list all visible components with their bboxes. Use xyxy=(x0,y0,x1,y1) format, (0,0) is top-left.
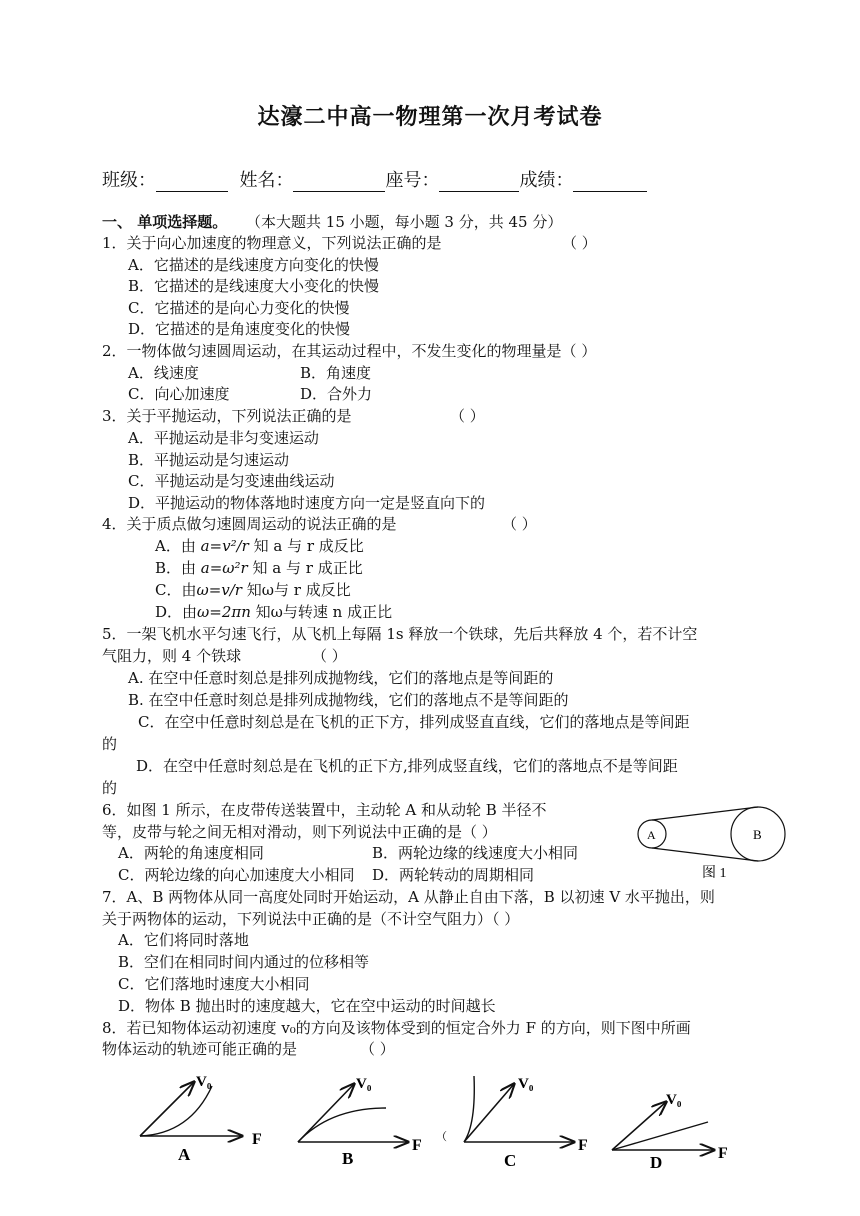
diagram-b-v0-label: V₀ xyxy=(356,1076,372,1092)
diagram-a-v0-label: V₀ xyxy=(196,1074,212,1090)
q5-stem-text: 气阻力，则 4 个铁球 xyxy=(102,647,242,665)
q1-option-b: B．它描述的是线速度大小变化的快慢 xyxy=(128,277,380,295)
q6-stem-line1: 6．如图 1 所示，在皮带传送装置中，主动轮 A 和从动轮 B 半径不 xyxy=(102,801,547,819)
q3-stem-text: 3．关于平抛运动，下列说法正确的是 xyxy=(102,407,352,425)
diagram-b-label: B xyxy=(342,1149,354,1168)
q4-option-b xyxy=(155,558,363,578)
seat-field[interactable] xyxy=(439,173,519,192)
q2-option-b: B．角速度 xyxy=(300,364,372,382)
diagram-a-label: A xyxy=(178,1145,191,1164)
q7-stem-line2: 关于两物体的运动，下列说法中正确的是（不计空气阻力）（ ） xyxy=(102,910,520,928)
q1-option-c: C．它描述的是向心力变化的快慢 xyxy=(128,299,350,317)
q4-c-prefix: C．由 xyxy=(155,581,197,599)
diagram-d-label: D xyxy=(650,1153,663,1172)
q5-option-c: C．在空中任意时刻总是在飞机的正下方，排列成竖直直线，它们的落地点是等间距 xyxy=(138,713,690,731)
q5-answer-paren[interactable]: （ ） xyxy=(312,647,347,665)
figure-1-caption: 图 1 xyxy=(702,866,727,881)
wheel-a-label: A xyxy=(647,828,656,842)
q4-option-d xyxy=(155,602,392,622)
q6-option-b: B．两轮边缘的线速度大小相同 xyxy=(372,844,579,862)
q6-option-c: C．两轮边缘的向心加速度大小相同 xyxy=(118,866,355,884)
q8-stem-line1: 8．若已知物体运动初速度 v₀的方向及该物体受到的恒定合外力 F 的方向，则下图中所画 xyxy=(102,1019,691,1037)
diagram-a-trajectory xyxy=(140,1086,212,1136)
q4-c-formula: ω=v/r xyxy=(196,581,242,599)
q8-trajectory-diagrams xyxy=(130,1064,750,1180)
class-field[interactable] xyxy=(156,173,228,192)
q5-stem-line2 xyxy=(102,646,347,666)
diagram-c-f-label: F xyxy=(578,1137,588,1154)
diagram-c-label: C xyxy=(504,1151,517,1170)
diagram-a xyxy=(140,1074,262,1164)
q2-option-a: A．线速度 xyxy=(128,364,199,382)
q1-option-a: A．它描述的是线速度方向变化的快慢 xyxy=(128,256,379,274)
diagram-d-v0-label: V₀ xyxy=(666,1092,682,1108)
q1-stem xyxy=(102,233,597,253)
belt-top xyxy=(652,807,758,820)
score-label: 成绩： xyxy=(519,170,574,191)
q7-option-a: A．它们将同时落地 xyxy=(118,931,249,949)
class-label: 班级： xyxy=(102,170,156,191)
student-info-row xyxy=(102,166,647,192)
q5-option-a: A. 在空中任意时刻总是排列成抛物线，它们的落地点是等间距的 xyxy=(128,669,554,687)
q8-stem-line2 xyxy=(102,1039,395,1059)
q7-option-c: C．它们落地时速度大小相同 xyxy=(118,975,310,993)
q6-option-a: A．两轮的角速度相同 xyxy=(118,844,264,862)
section-title: 一、 单项选择题。 xyxy=(102,213,228,231)
figure-1-belt-drive xyxy=(630,804,790,888)
diagram-b-trajectory xyxy=(298,1108,386,1142)
score-field[interactable] xyxy=(573,173,647,192)
q4-b-suffix: 知 a 与 r 成正比 xyxy=(247,559,363,577)
q3-answer-paren[interactable]: （ ） xyxy=(450,407,485,425)
q2-stem: 2．一物体做匀速圆周运动，在其运动过程中，不发生变化的物理量是（ ） xyxy=(102,342,597,360)
belt-bottom xyxy=(652,848,758,861)
q5-stem-line1: 5．一架飞机水平匀速飞行，从飞机上每隔 1s 释放一个铁球，先后共释放 4 个，若不计空 xyxy=(102,625,698,643)
diagram-a-f-label: F xyxy=(252,1131,262,1148)
diagram-d-trajectory xyxy=(612,1122,708,1150)
stray-mark: （ xyxy=(436,1131,447,1143)
q4-answer-paren[interactable]: （ ） xyxy=(502,515,537,533)
q4-b-formula: a=ω²r xyxy=(200,559,248,577)
section-heading xyxy=(102,212,562,232)
diagram-c-velocity-arrow xyxy=(464,1084,514,1142)
q1-answer-paren[interactable]: （ ） xyxy=(562,234,597,252)
q4-a-suffix: 知 a 与 r 成反比 xyxy=(248,537,364,555)
q4-d-prefix: D．由 xyxy=(155,603,198,621)
q4-option-c xyxy=(155,580,351,600)
q4-stem xyxy=(102,514,537,534)
q3-stem xyxy=(102,406,485,426)
q3-option-b: B．平抛运动是匀速运动 xyxy=(128,451,290,469)
diagram-b-f-label: F xyxy=(412,1137,422,1154)
q6-option-d: D．两轮转动的周期相同 xyxy=(372,866,535,884)
section-note: （本大题共 15 小题，每小题 3 分，共 45 分） xyxy=(246,213,563,231)
wheel-b-label: B xyxy=(753,827,762,842)
q5-option-d: D．在空中任意时刻总是在飞机的正下方,排列成竖直线，它们的落地点不是等间距 xyxy=(136,757,678,775)
page-title: 达濠二中高一物理第一次月考试卷 xyxy=(257,105,603,130)
q7-option-b: B．空们在相同时间内通过的位移相等 xyxy=(118,953,370,971)
q7-stem-line1: 7．A、B 两物体从同一高度处同时开始运动，A 从静止自由下落，B 以初速 V 水平抛出，则 xyxy=(102,888,715,906)
q4-c-suffix: 知ω与 r 成反比 xyxy=(241,581,351,599)
seat-label: 座号： xyxy=(385,170,440,191)
q4-d-formula: ω=2πn xyxy=(197,603,251,621)
diagram-b xyxy=(298,1076,422,1168)
diagram-d xyxy=(612,1092,728,1172)
q1-option-d: D．它描述的是角速度变化的快慢 xyxy=(128,320,351,338)
q5-option-c-cont: 的 xyxy=(102,735,118,753)
q4-a-formula: a=v²/r xyxy=(200,537,249,555)
q3-option-c: C．平抛运动是匀变速曲线运动 xyxy=(128,472,335,490)
diagram-c-v0-label: V₀ xyxy=(518,1076,534,1092)
q5-option-b: B. 在空中任意时刻总是排列成抛物线，它们的落地点不是等间距的 xyxy=(128,691,569,709)
diagram-c xyxy=(464,1076,588,1170)
q4-stem-text: 4．关于质点做匀速圆周运动的说法正确的是 xyxy=(102,515,397,533)
q4-d-suffix: 知ω与转速 n 成正比 xyxy=(250,603,393,621)
q6-stem-line2: 等，皮带与轮之间无相对滑动，则下列说法中正确的是（ ） xyxy=(102,823,497,841)
q2-option-d: D．合外力 xyxy=(300,385,373,403)
diagram-d-f-label: F xyxy=(718,1145,728,1162)
q3-option-d: D．平抛运动的物体落地时速度方向一定是竖直向下的 xyxy=(128,494,486,512)
q1-stem-text: 1．关于向心加速度的物理意义，下列说法正确的是 xyxy=(102,234,442,252)
q4-option-a xyxy=(155,536,364,556)
q2-option-c: C．向心加速度 xyxy=(128,385,230,403)
name-field[interactable] xyxy=(293,173,385,192)
q8-answer-paren[interactable]: （ ） xyxy=(360,1040,395,1058)
q8-stem-text: 物体运动的轨迹可能正确的是 xyxy=(102,1040,298,1058)
q5-option-d-cont: 的 xyxy=(102,779,118,797)
q4-a-prefix: A．由 xyxy=(155,537,201,555)
name-label: 姓名： xyxy=(239,170,294,191)
q3-option-a: A．平抛运动是非匀变速运动 xyxy=(128,429,319,447)
diagram-a-velocity-arrow xyxy=(140,1082,194,1136)
q7-option-d: D．物体 B 抛出时的速度越大，它在空中运动的时间越长 xyxy=(118,997,496,1015)
q4-b-prefix: B．由 xyxy=(155,559,201,577)
